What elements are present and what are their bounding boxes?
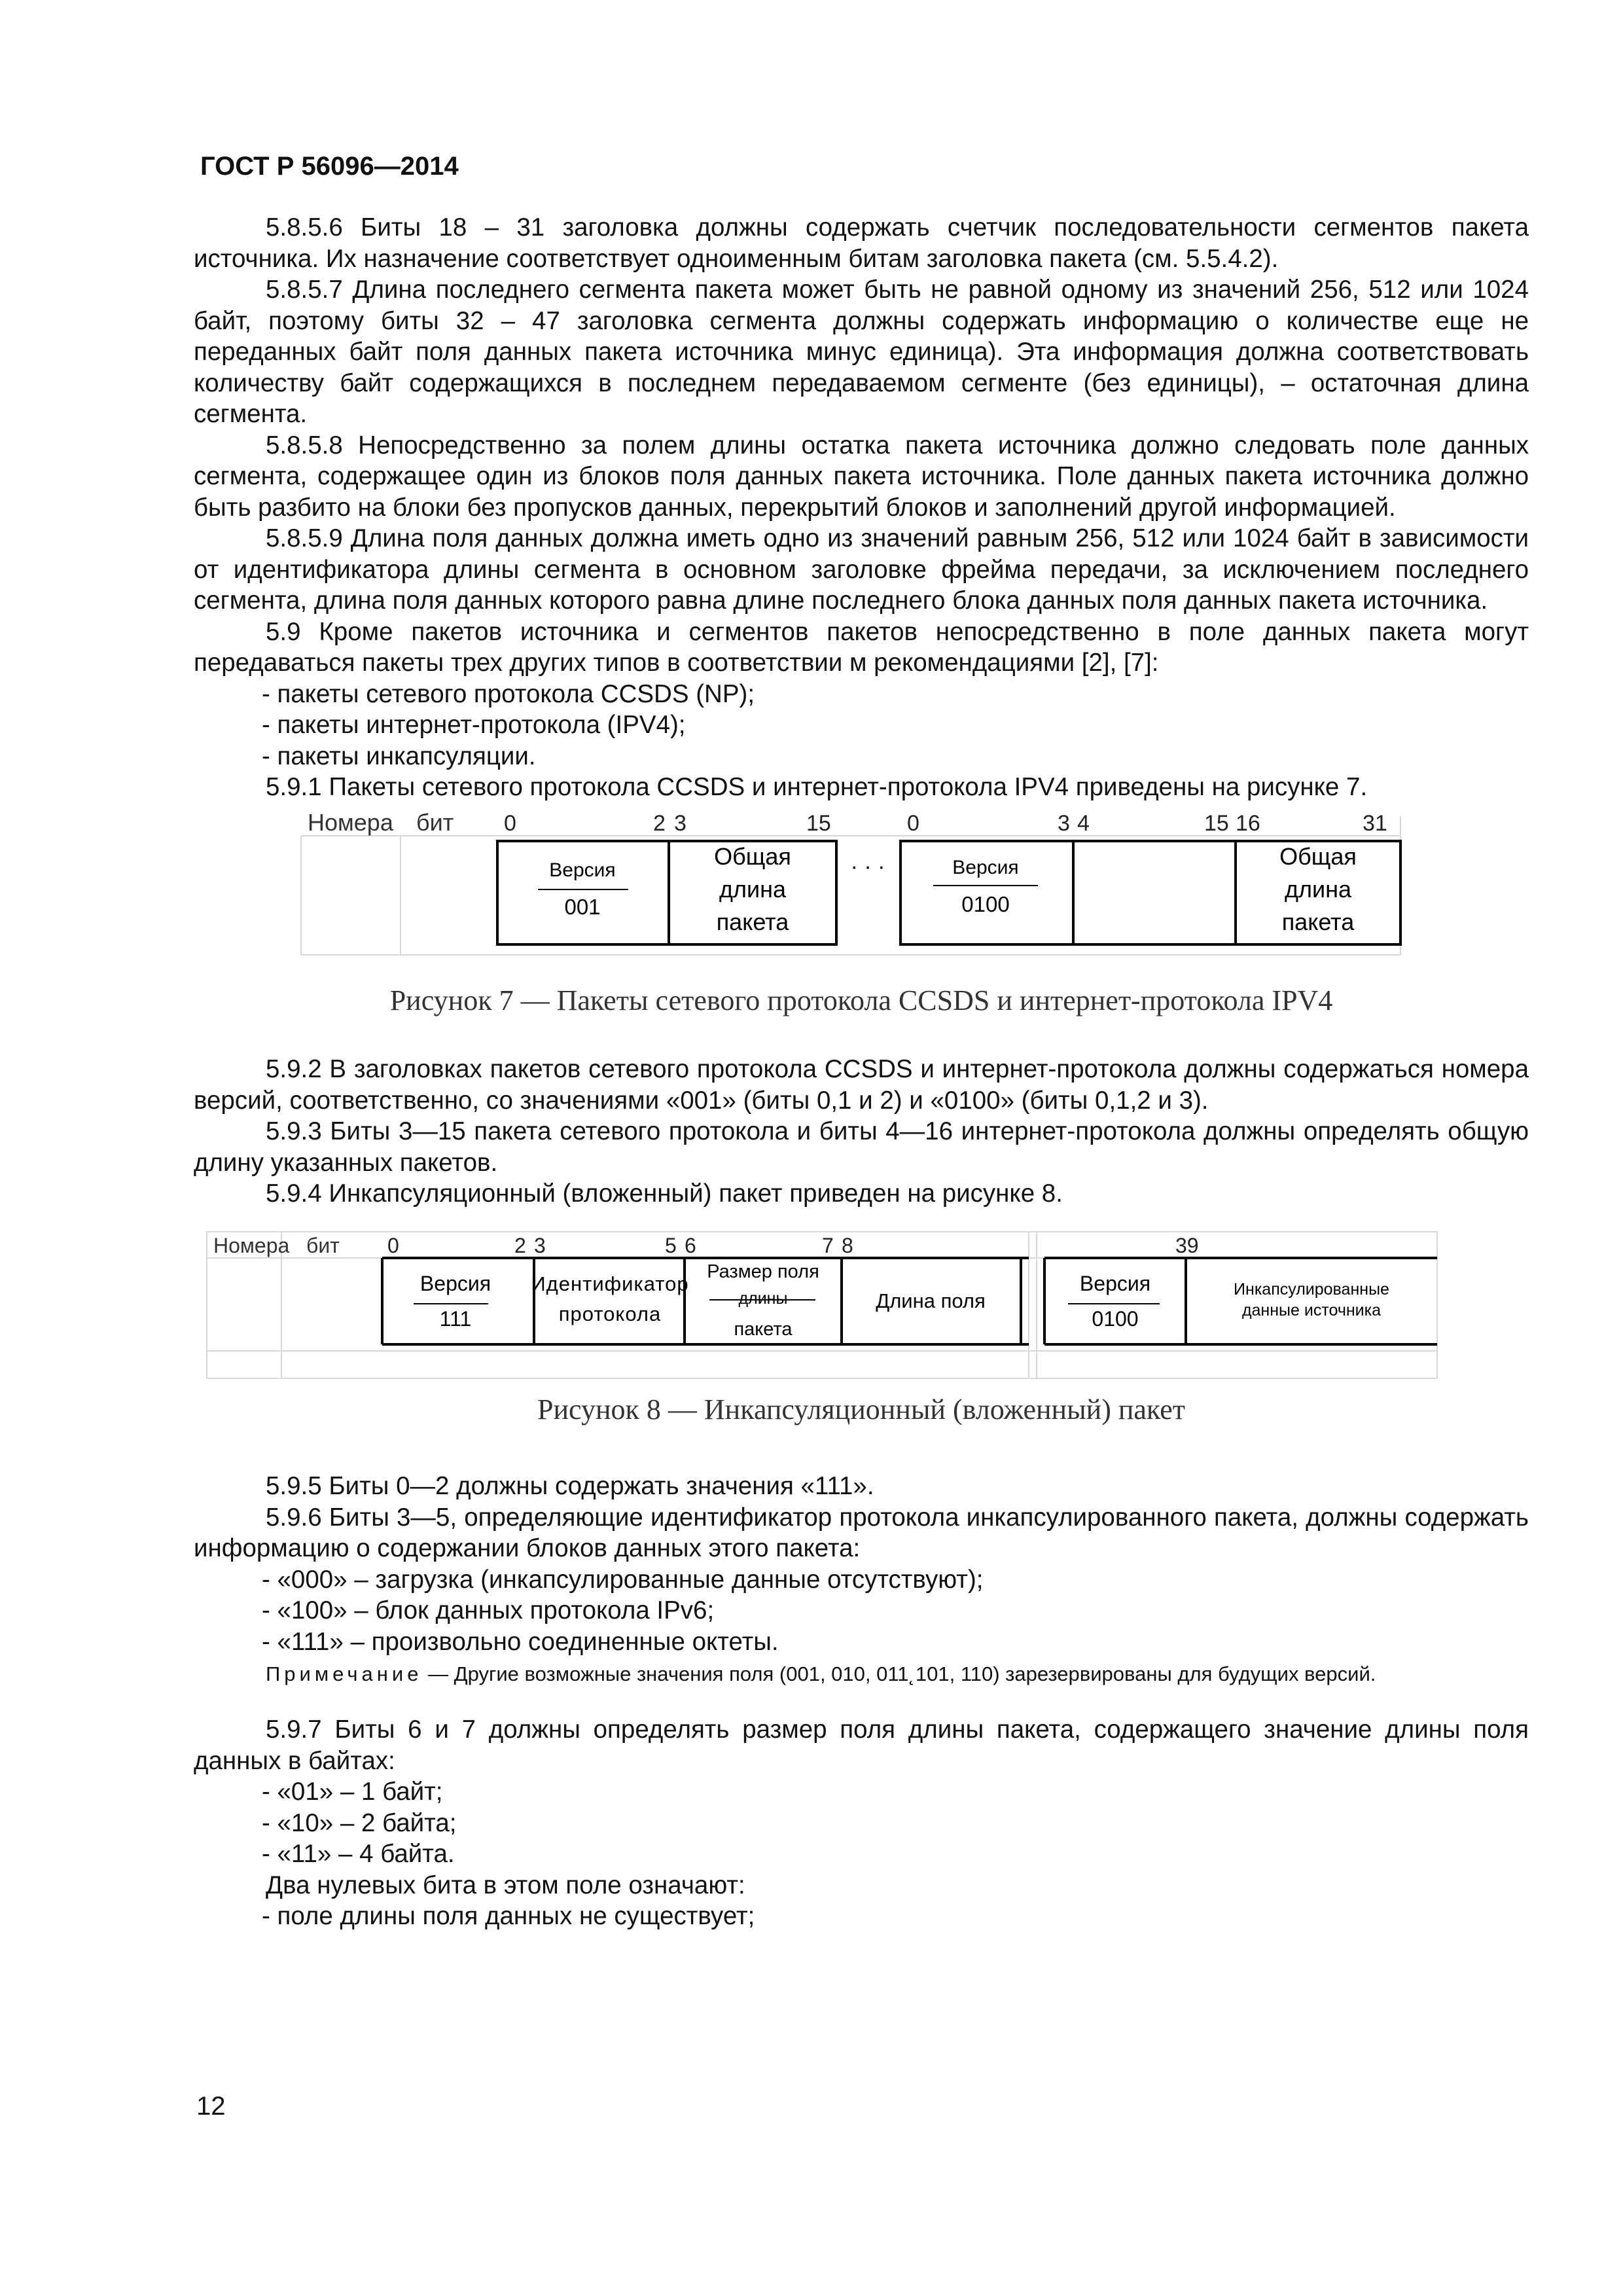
version-value-111: 111 xyxy=(439,1306,472,1331)
row-label-numbers: Номера xyxy=(213,1233,290,1257)
tick-5: 5 xyxy=(665,1233,677,1257)
version-value-001: 001 xyxy=(564,894,601,919)
version-label: Версия xyxy=(549,859,616,881)
paragraph-5-9-2: 5.9.2 В заголовках пакетов сетевого протокола CCSDS и интернет-протокола должны содержаться номера версий, соответственно, со значениями «001» (биты 0,1 и 2) и «0100» (биты 0,1,2 и 3). xyxy=(194,1055,1529,1115)
paragraph-5-8-5-7: 5.8.5.7 Длина последнего сегмента пакета может быть не равной одному из значений 256, 512 или 1024 байт, поэтому биты 32 – 47 заголовка сегмента должны содержать информацию о количестве еще не переданных байт поля данных пакета источника минус единица). Эта информация должна соответствовать количеству байт содержащихся в последнем передаваемом сегменте (без единицы), – остаточная длина сегмента. xyxy=(194,276,1529,428)
note-label: Примечание xyxy=(266,1662,423,1685)
tick-8: 8 xyxy=(842,1233,853,1257)
paragraph-5-8-5-6: 5.8.5.6 Биты 18 – 31 заголовка должны содержать счетчик последовательности сегментов пакета источника. Их назначение соответствует одноименным битам заголовка пакета (см. 5.5.4.2). xyxy=(194,213,1529,273)
paragraph-5-9-6: 5.9.6 Биты 3—5, определяющие идентификатор протокола инкапсулированного пакета, должны содержать информацию о содержании блоков данных этого пакета: xyxy=(194,1503,1529,1562)
encapsulated-data-line: Инкапсулированные xyxy=(1234,1280,1389,1299)
tick-0b: 0 xyxy=(907,810,919,836)
figure-7-diagram xyxy=(194,803,1529,960)
paragraph-5-9-3: 5.9.3 Биты 3—15 пакета сетевого протокола и биты 4—16 интернет-протокола должны определять общую длину указанных пакетов. xyxy=(194,1117,1529,1177)
version-value-0100: 0100 xyxy=(1092,1306,1139,1331)
paragraph-5-9-7: 5.9.7 Биты 6 и 7 должны определять размер поля длины пакета, содержащего значение длины поля данных в байтах: xyxy=(194,1715,1529,1775)
tick-2: 2 xyxy=(514,1233,526,1257)
list-item: - пакеты интернет-протокола (IPV4); xyxy=(262,711,686,739)
total-length-line: длина xyxy=(719,875,787,903)
tick-31: 31 xyxy=(1363,810,1387,836)
paragraph-5-9-4: 5.9.4 Инкапсуляционный (вложенный) пакет приведен на рисунке 8. xyxy=(266,1179,1063,1208)
body-text xyxy=(194,212,1529,1932)
field-length-label: Длина поля xyxy=(876,1289,986,1312)
tick-0: 0 xyxy=(387,1233,399,1257)
list-item: - «000» – загрузка (инкапсулированные данные отсутствуют); xyxy=(262,1565,984,1594)
list-item: - поле длины поля данных не существует; xyxy=(262,1902,755,1930)
tick-2: 2 xyxy=(653,810,666,836)
length-size-line: длины xyxy=(738,1289,788,1308)
protocol-id-line: Идентификатор xyxy=(531,1272,689,1295)
tick-39: 39 xyxy=(1175,1233,1199,1257)
paragraph-5-8-5-8: 5.8.5.8 Непосредственно за полем длины остатка пакета источника должно следовать поле данных сегмента, содержащее один из блоков поля данных пакета источника. Поле данных пакета источника должно быть разбито на блоки без пропусков данных, перекрытий блоков и заполнений другой информацией. xyxy=(194,431,1529,522)
version-value-0100: 0100 xyxy=(961,891,1010,916)
version-label: Версия xyxy=(1079,1271,1151,1295)
tick-15: 15 xyxy=(806,810,831,836)
list-item: - «111» – произвольно соединенные октеты. xyxy=(262,1627,779,1656)
document-header: ГОСТ Р 56096—2014 xyxy=(200,152,459,181)
figure-8-diagram xyxy=(194,1223,1529,1394)
protocol-id-line: протокола xyxy=(558,1302,662,1325)
figure-7 xyxy=(194,803,1529,960)
ellipsis: · · · xyxy=(850,853,885,879)
encapsulated-data-line: данные источника xyxy=(1241,1300,1382,1319)
total-length-line: Общая xyxy=(1279,842,1357,870)
figure-8-caption: Рисунок 8 — Инкапсуляционный (вложенный) пакет xyxy=(537,1393,1185,1426)
tick-3b: 3 xyxy=(1058,810,1070,836)
paragraph-5-9-1: 5.9.1 Пакеты сетевого протокола CCSDS и интернет-протокола IPV4 приведены на рисунке 7. xyxy=(266,773,1368,801)
version-label: Версия xyxy=(952,856,1019,878)
paragraph-zero-bits: Два нулевых бита в этом поле означают: xyxy=(266,1871,745,1899)
total-length-line: Общая xyxy=(714,842,791,870)
total-length-line: пакета xyxy=(716,908,789,935)
page-number: 12 xyxy=(196,2092,226,2121)
length-size-line: пакета xyxy=(734,1318,793,1340)
list-item: - «10» – 2 байта; xyxy=(262,1808,457,1837)
tick-3: 3 xyxy=(674,810,687,836)
list-item: - пакеты инкапсуляции. xyxy=(262,742,536,770)
figure-7-caption: Рисунок 7 — Пакеты сетевого протокола CCSDS и интернет-протокола IPV4 xyxy=(389,984,1333,1016)
length-size-line: Размер поля xyxy=(707,1261,819,1282)
tick-15b: 15 xyxy=(1204,810,1229,836)
tick-0: 0 xyxy=(504,810,516,836)
list-item: - «100» – блок данных протокола IPv6; xyxy=(262,1596,715,1624)
paragraph-5-9-5: 5.9.5 Биты 0—2 должны содержать значения «111». xyxy=(266,1472,874,1500)
list-item: - пакеты сетевого протокола CCSDS (NP); xyxy=(262,679,755,708)
paragraph-5-8-5-9: 5.8.5.9 Длина поля данных должна иметь одно из значений равным 256, 512 или 1024 байт в зависимости от идентификатора длины сегмента в основном заголовке фрейма передачи, за исключением последнего сегмента, длина поля данных которого равна длине последнего блока данных поля данных пакета источника. xyxy=(194,524,1529,615)
row-label-bits: бит xyxy=(416,808,454,836)
tick-3: 3 xyxy=(534,1233,546,1257)
tick-7: 7 xyxy=(822,1233,834,1257)
total-length-line: длина xyxy=(1284,875,1352,903)
row-label-numbers: Номера xyxy=(308,808,393,836)
version-label: Версия xyxy=(419,1271,491,1295)
total-length-line: пакета xyxy=(1281,908,1355,935)
note-text: — Другие возможные значения поля (001, 010, 011˛101, 110) зарезервированы для будущих версий. xyxy=(422,1662,1376,1685)
list-item: - «11» – 4 байта. xyxy=(262,1840,455,1868)
list-item: - «01» – 1 байт; xyxy=(262,1778,443,1806)
tick-4: 4 xyxy=(1077,810,1090,836)
tick-16: 16 xyxy=(1236,810,1260,836)
paragraph-5-9: 5.9 Кроме пакетов источника и сегментов пакетов непосредственно в поле данных пакета могут передаваться пакеты трех других типов в соответствии м рекомендациями [2], [7]: xyxy=(194,617,1529,677)
tick-6: 6 xyxy=(685,1233,696,1257)
note xyxy=(194,1661,1529,1687)
row-label-bits: бит xyxy=(306,1233,340,1257)
figure-8 xyxy=(194,1223,1529,1394)
